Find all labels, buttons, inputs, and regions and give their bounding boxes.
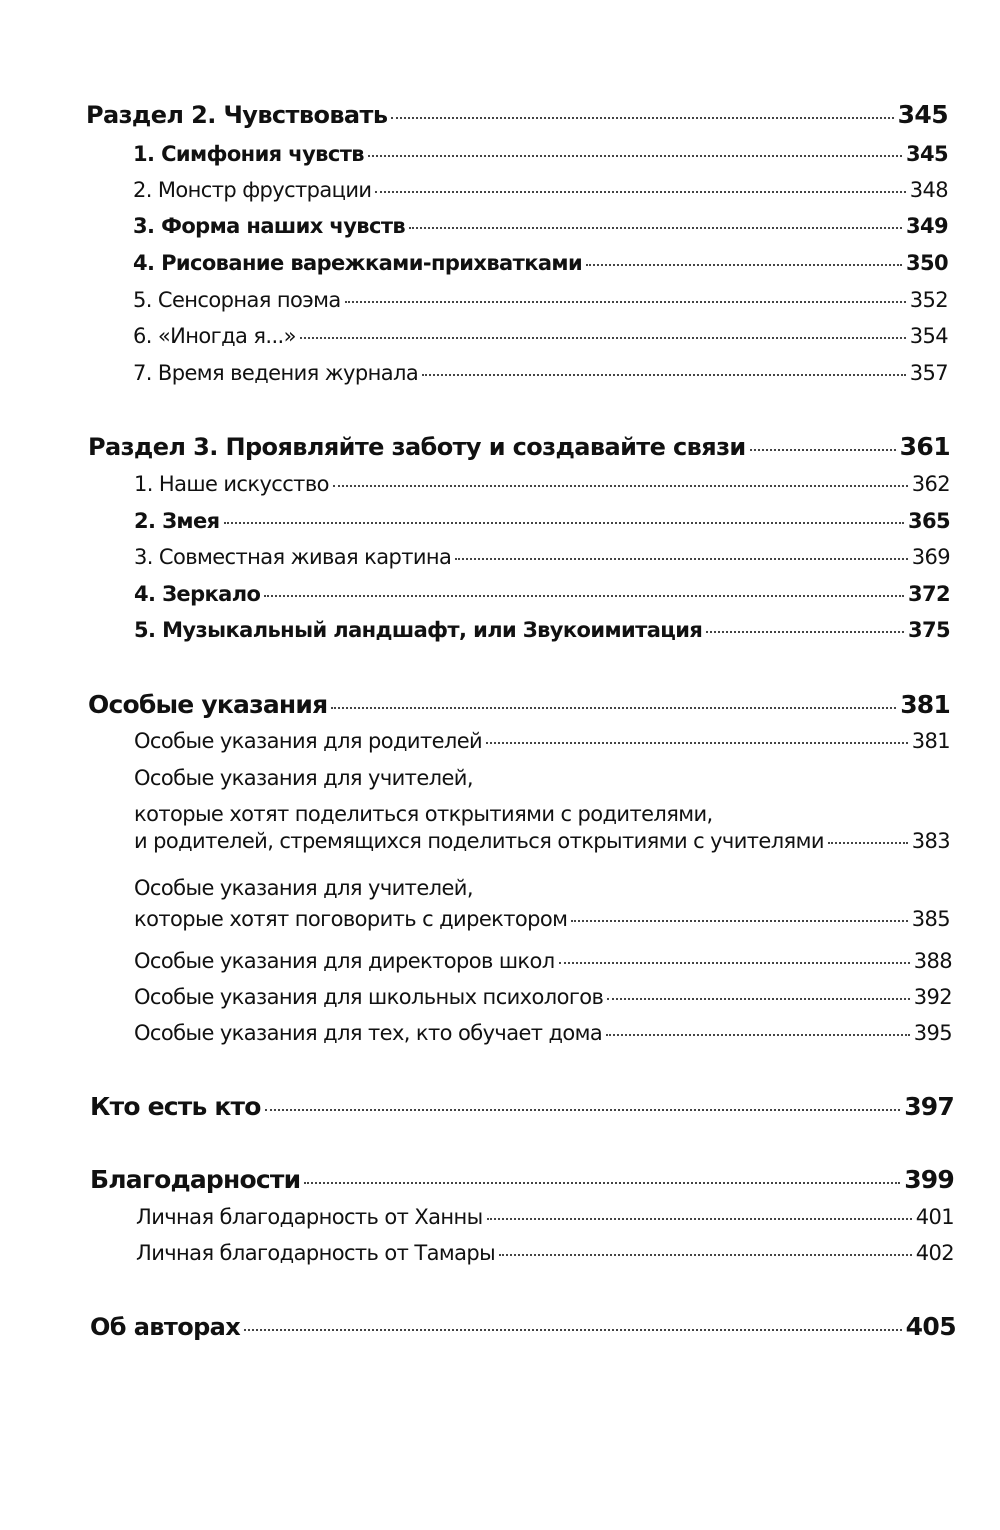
dot-leader [571, 920, 907, 922]
page-number: 349 [905, 214, 948, 238]
section-title: Раздел 2. Чувствовать [86, 101, 388, 129]
dot-leader [375, 191, 905, 193]
dot-leader [455, 558, 907, 560]
item-title: Особые указания для школьных психологов [134, 985, 604, 1009]
page-number: 399 [904, 1165, 954, 1194]
dot-leader [304, 1182, 900, 1184]
dot-leader [606, 1034, 910, 1036]
toc-item[interactable] [134, 1021, 952, 1045]
page-number: 365 [907, 509, 950, 533]
item-title: 7. Время ведения журнала [133, 361, 419, 385]
toc-item[interactable] [133, 288, 948, 312]
page-number: 354 [909, 324, 948, 348]
section-title: Кто есть кто [90, 1092, 261, 1121]
item-title: 5. Музыкальный ландшафт, или Звукоимитация [134, 618, 703, 642]
item-title: Особые указания для родителей [134, 729, 483, 753]
toc-item[interactable] [133, 251, 948, 275]
dot-leader [486, 742, 908, 744]
item-title-line: Особые указания для учителей, [134, 766, 473, 790]
page-number: 381 [900, 690, 950, 719]
toc-item-multiline[interactable] [134, 760, 950, 832]
toc-item[interactable] [133, 324, 948, 348]
dot-leader [391, 117, 893, 119]
page-number: 352 [909, 288, 948, 312]
item-title: 1. Наше искусство [134, 472, 329, 496]
page-number: 345 [897, 100, 948, 129]
toc-item[interactable] [134, 509, 950, 533]
section-title: Благодарности [90, 1165, 301, 1194]
toc-section-who[interactable] [90, 1092, 954, 1121]
page-number: 392 [913, 985, 952, 1009]
toc-item[interactable] [133, 361, 948, 385]
toc-item[interactable] [136, 1205, 954, 1229]
item-title-line: и родителей, стремящихся поделиться открытиями с учителями [134, 829, 824, 853]
toc-section-thanks[interactable] [90, 1165, 954, 1194]
dot-leader [409, 227, 902, 229]
page-number: 381 [911, 729, 950, 753]
dot-leader [706, 631, 904, 633]
page-number: 401 [915, 1205, 954, 1229]
toc-section-2[interactable] [86, 100, 948, 129]
dot-leader [264, 595, 904, 597]
dot-leader [265, 1109, 901, 1111]
page-number: 405 [905, 1312, 956, 1341]
page-number: 361 [899, 432, 950, 461]
toc-item-last-line[interactable] [134, 907, 950, 931]
item-title: 1. Симфония чувств [133, 142, 364, 166]
dot-leader [487, 1218, 912, 1220]
toc-item[interactable] [134, 472, 950, 496]
page-number: 350 [905, 251, 948, 275]
dot-leader [750, 449, 896, 451]
dot-leader [300, 337, 906, 339]
dot-leader [499, 1254, 912, 1256]
item-title-line: Особые указания для учителей, [134, 876, 473, 900]
page-number: 348 [909, 178, 948, 202]
page-number: 372 [907, 582, 950, 606]
toc-item-last-line[interactable] [134, 829, 950, 853]
section-title: Об авторах [90, 1313, 241, 1341]
dot-leader [333, 485, 908, 487]
page-number: 402 [915, 1241, 954, 1265]
toc-item[interactable] [133, 178, 948, 202]
toc-item[interactable] [134, 729, 950, 753]
item-title: 5. Сенсорная поэма [133, 288, 341, 312]
item-title-line: которые хотят поговорить с директором [134, 907, 568, 931]
toc-item[interactable] [134, 582, 950, 606]
toc-item[interactable] [134, 618, 950, 642]
dot-leader [559, 962, 910, 964]
page-number: 388 [913, 949, 952, 973]
dot-leader [422, 374, 906, 376]
item-title: Личная благодарность от Ханны [136, 1205, 483, 1229]
toc-section-authors[interactable] [90, 1312, 956, 1341]
toc-item[interactable] [134, 949, 952, 973]
section-title: Раздел 3. Проявляйте заботу и создавайте связи [88, 433, 746, 461]
dot-leader [828, 842, 908, 844]
page-number: 362 [911, 472, 950, 496]
dot-leader [224, 522, 904, 524]
page-number: 357 [909, 361, 948, 385]
page-number: 385 [911, 907, 950, 931]
toc-section-3[interactable] [88, 432, 950, 461]
toc-item[interactable] [134, 545, 950, 569]
item-title: Особые указания для директоров школ [134, 949, 555, 973]
dot-leader [345, 301, 906, 303]
item-title: 2. Змея [134, 509, 220, 533]
page-number: 345 [905, 142, 948, 166]
toc-item[interactable] [134, 985, 952, 1009]
toc-item[interactable] [136, 1241, 954, 1265]
item-title: 6. «Иногда я...» [133, 324, 296, 348]
item-title: 4. Рисование варежками-прихватками [133, 251, 583, 275]
toc-item[interactable] [133, 214, 948, 238]
dot-leader [586, 264, 902, 266]
page-number: 397 [904, 1092, 954, 1121]
page-number: 395 [913, 1021, 952, 1045]
page-number: 383 [911, 829, 950, 853]
toc-item[interactable] [133, 142, 948, 166]
section-title: Особые указания [88, 690, 328, 719]
dot-leader [368, 155, 902, 157]
dot-leader [331, 707, 896, 709]
item-title: Особые указания для тех, кто обучает дома [134, 1021, 603, 1045]
dot-leader [607, 998, 909, 1000]
page-number: 375 [907, 618, 950, 642]
dot-leader [244, 1329, 901, 1331]
item-title: Личная благодарность от Тамары [136, 1241, 496, 1265]
toc-section-special[interactable] [88, 690, 950, 719]
item-title: 4. Зеркало [134, 582, 261, 606]
page-number: 369 [911, 545, 950, 569]
item-title-line: которые хотят поделиться открытиями с родителями, [134, 802, 713, 826]
item-title: 3. Совместная живая картина [134, 545, 452, 569]
toc-item-multiline[interactable] [134, 870, 950, 906]
item-title: 3. Форма наших чувств [133, 214, 406, 238]
item-title: 2. Монстр фрустрации [133, 178, 372, 202]
